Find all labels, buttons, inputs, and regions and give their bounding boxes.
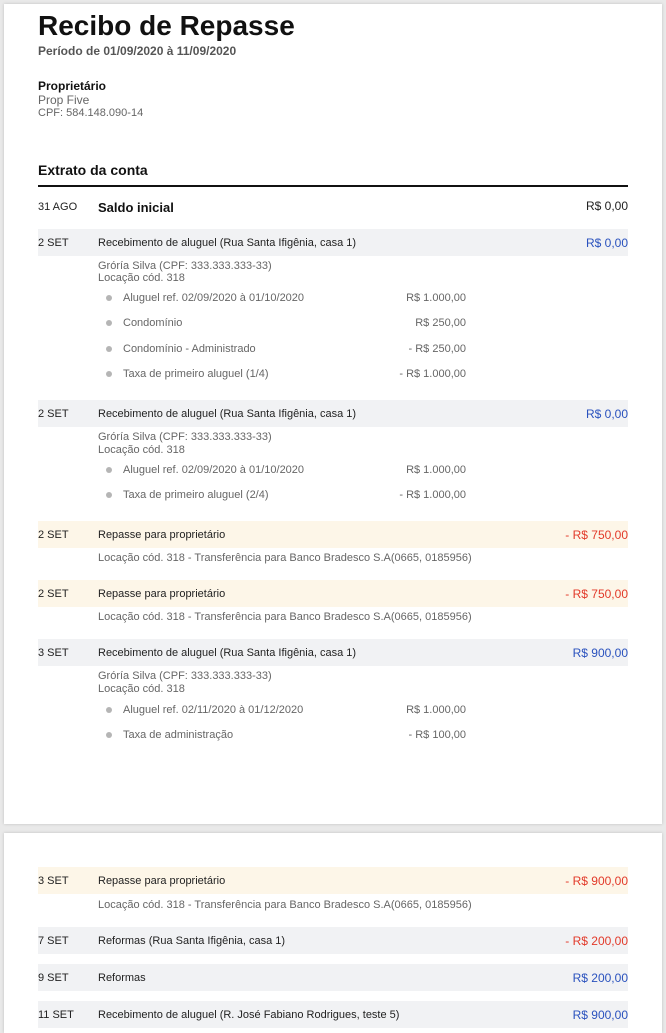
entry-amount: - R$ 750,00	[565, 528, 628, 542]
opening-balance-row	[38, 192, 628, 219]
bullet-icon	[106, 346, 112, 352]
entry-date: 2 SET	[38, 408, 69, 420]
entry-date: 3 SET	[38, 875, 69, 887]
section-title: Extrato da conta	[38, 162, 148, 178]
entry-contract: Locação cód. 318	[98, 444, 185, 456]
entry-description: Recebimento de aluguel (Rua Santa Ifigênia, casa 1)	[98, 647, 357, 659]
entry-contract: Locação cód. 318	[98, 683, 185, 695]
entry-description: Repasse para proprietário	[98, 875, 226, 887]
entry-tenant: Gróría Silva (CPF: 333.333.333-33)	[98, 260, 272, 272]
entry-description: Repasse para proprietário	[98, 588, 226, 600]
document-page-1	[4, 4, 662, 824]
entry-description: Recebimento de aluguel (Rua Santa Ifigênia, casa 1)	[98, 237, 357, 249]
entry-description: Saldo inicial	[98, 200, 174, 215]
entry-amount: - R$ 200,00	[565, 934, 628, 948]
entry-amount: R$ 0,00	[585, 236, 628, 250]
owner-heading: Proprietário	[38, 79, 107, 93]
item-label: Aluguel ref. 02/11/2020 à 01/12/2020	[123, 704, 304, 716]
entry-item	[106, 342, 466, 358]
entry-description: Repasse para proprietário	[98, 529, 226, 541]
entry-row	[38, 964, 628, 991]
item-value: R$ 1.000,00	[406, 464, 466, 476]
entry-amount: - R$ 900,00	[565, 874, 628, 888]
entry-date: 7 SET	[38, 935, 69, 947]
entry-description: Recebimento de aluguel (R. José Fabiano Rodrigues, teste 5)	[98, 1009, 400, 1021]
entry-row	[38, 229, 628, 256]
entry-item	[106, 488, 466, 504]
entry-amount: R$ 900,00	[572, 1008, 628, 1022]
statement-period: Período de 01/09/2020 à 11/09/2020	[38, 44, 237, 58]
entry-note: Locação cód. 318 - Transferência para Banco Bradesco S.A(0665, 0185956)	[98, 552, 472, 564]
entry-amount: R$ 900,00	[572, 646, 628, 660]
entry-description: Reformas	[98, 972, 146, 984]
item-label: Aluguel ref. 02/09/2020 à 01/10/2020	[123, 464, 305, 476]
entry-date: 31 AGO	[38, 201, 78, 213]
entry-amount: R$ 0,00	[585, 199, 628, 213]
bullet-icon	[106, 371, 112, 377]
entry-amount: R$ 0,00	[585, 407, 628, 421]
item-label: Aluguel ref. 02/09/2020 à 01/10/2020	[123, 292, 305, 304]
item-label: Condomínio	[123, 317, 183, 329]
entry-date: 9 SET	[38, 972, 69, 984]
section-divider	[38, 185, 628, 187]
entry-row	[38, 521, 628, 548]
entry-item	[106, 703, 466, 719]
document-page-2	[4, 833, 662, 1033]
owner-cpf: CPF: 584.148.090-14	[38, 107, 144, 119]
item-value: - R$ 250,00	[408, 343, 466, 355]
entry-note: Locação cód. 318 - Transferência para Banco Bradesco S.A(0665, 0185956)	[98, 899, 472, 911]
entry-item	[106, 463, 466, 479]
entry-date: 2 SET	[38, 588, 69, 600]
entry-amount: R$ 200,00	[572, 971, 628, 985]
bullet-icon	[106, 467, 112, 473]
bullet-icon	[106, 320, 112, 326]
owner-name: Prop Five	[38, 93, 90, 107]
entry-item	[106, 728, 466, 744]
entry-description: Reformas (Rua Santa Ifigênia, casa 1)	[98, 935, 286, 947]
item-value: - R$ 1.000,00	[399, 368, 466, 380]
entry-contract: Locação cód. 318	[98, 272, 185, 284]
entry-note: Locação cód. 318 - Transferência para Banco Bradesco S.A(0665, 0185956)	[98, 611, 472, 623]
entry-date: 3 SET	[38, 647, 69, 659]
entry-tenant: Gróría Silva (CPF: 333.333.333-33)	[98, 431, 272, 443]
entry-description: Recebimento de aluguel (Rua Santa Ifigênia, casa 1)	[98, 408, 357, 420]
entry-amount: - R$ 750,00	[565, 587, 628, 601]
bullet-icon	[106, 707, 112, 713]
document-title: Recibo de Repasse	[38, 10, 295, 41]
item-label: Taxa de primeiro aluguel (2/4)	[123, 489, 269, 501]
entry-row	[38, 867, 628, 894]
item-label: Taxa de primeiro aluguel (1/4)	[123, 368, 269, 380]
entry-item	[106, 367, 466, 383]
entry-item	[106, 291, 466, 307]
item-value: - R$ 1.000,00	[399, 489, 466, 501]
item-value: R$ 1.000,00	[406, 704, 466, 716]
item-label: Taxa de administração	[123, 729, 234, 741]
bullet-icon	[106, 732, 112, 738]
entry-row	[38, 400, 628, 427]
bullet-icon	[106, 492, 112, 498]
entry-date: 11 SET	[38, 1009, 74, 1021]
bullet-icon	[106, 295, 112, 301]
entry-item	[106, 316, 466, 332]
entry-date: 2 SET	[38, 529, 69, 541]
entry-tenant: Gróría Silva (CPF: 333.333.333-33)	[98, 670, 272, 682]
entry-row	[38, 639, 628, 666]
entry-row	[38, 580, 628, 607]
entry-date: 2 SET	[38, 237, 69, 249]
item-value: R$ 1.000,00	[406, 292, 466, 304]
item-value: - R$ 100,00	[408, 729, 466, 741]
item-value: R$ 250,00	[415, 317, 466, 329]
entry-row	[38, 927, 628, 954]
item-label: Condomínio - Administrado	[123, 343, 256, 355]
